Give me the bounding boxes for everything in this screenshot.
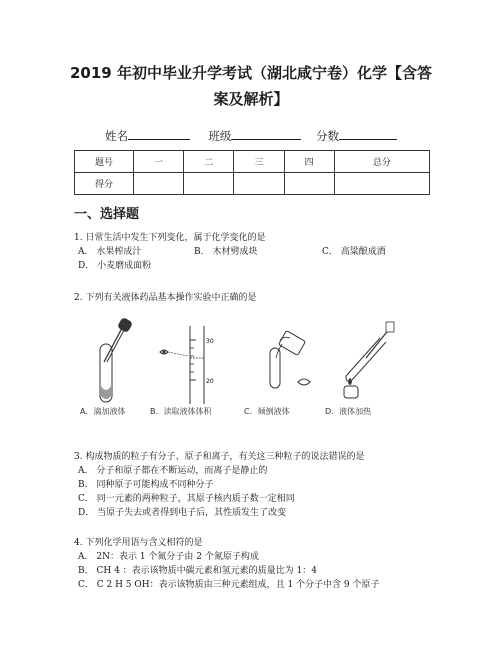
score-cell[interactable] — [334, 173, 429, 195]
name-blank[interactable] — [128, 127, 190, 140]
section-heading: 一、选择题 — [74, 207, 140, 222]
option-b: B． CH 4 ：表示该物质中碳元素和氢元素的质量比为 1：4 — [78, 566, 317, 576]
score-cell[interactable] — [284, 173, 334, 195]
caption-d: D．液体加热 — [325, 407, 372, 416]
class-label: 班级 — [208, 129, 232, 143]
pouring-figure — [262, 318, 314, 404]
option-d: D． 小麦磨成面粉 — [78, 261, 152, 271]
header-cell: 三 — [234, 151, 284, 173]
question-stem: 1. 日常生活中发生下列变化，属于化学变化的是 — [74, 233, 266, 243]
row-label: 得分 — [75, 173, 134, 195]
caption-c: C．倾倒液体 — [244, 407, 290, 416]
scale-label: 30 — [206, 338, 214, 345]
dropper-figure — [86, 318, 138, 404]
score-cell[interactable] — [184, 173, 234, 195]
name-label: 姓名 — [105, 129, 129, 143]
question-stem: 2. 下列有关液体药品基本操作实验中正确的是 — [74, 293, 257, 303]
option-b: B． 同种原子可能构成不同种分子 — [78, 480, 214, 490]
score-cell[interactable] — [234, 173, 284, 195]
header-cell: 总分 — [334, 151, 429, 173]
score-table-row — [75, 173, 430, 195]
score-label: 分数 — [315, 129, 339, 143]
option-c: C． 同一元素的两种粒子，其原子核内质子数一定相同 — [78, 494, 295, 504]
heating-figure — [336, 318, 396, 404]
option-d: D． 当原子失去或者得到电子后，其性质发生了改变 — [78, 508, 287, 518]
caption-b: B．读取液体体积 — [150, 407, 212, 416]
title-line-2: 案及解析】 — [213, 90, 289, 108]
question-stem: 4. 下列化学用语与含义相符的是 — [74, 538, 203, 548]
option-b: B． 木材劈成块 — [194, 247, 258, 257]
score-cell[interactable] — [134, 173, 184, 195]
question-2 — [74, 291, 444, 305]
student-info — [0, 127, 502, 144]
class-blank[interactable] — [231, 127, 301, 140]
score-table-header — [75, 151, 430, 173]
title-line-1: 2019 年初中毕业升学考试（湖北咸宁卷）化学【含答 — [70, 64, 432, 82]
question-1 — [74, 231, 444, 273]
question-4 — [74, 536, 444, 592]
score-blank[interactable] — [339, 127, 397, 140]
header-cell: 四 — [284, 151, 334, 173]
option-a: A． 水果榨成汁 — [78, 247, 142, 257]
score-table — [74, 150, 430, 195]
question-stem: 3. 构成物质的粒子有分子、原子和离子，有关这三种粒子的说法错误的是 — [74, 452, 365, 462]
option-c: C． C 2 H 5 OH：表示该物质由三种元素组成，且 1 个分子中含 9 个原子 — [78, 580, 380, 590]
option-c: C． 高粱酿成酒 — [322, 247, 386, 257]
question-3 — [74, 450, 444, 520]
document-title — [30, 60, 472, 112]
option-row — [74, 245, 444, 259]
header-cell: 一 — [134, 151, 184, 173]
scale-label: 20 — [206, 378, 214, 385]
option-a: A． 2N：表示 1 个氮分子由 2 个氮原子构成 — [78, 552, 259, 562]
cylinder-figure — [156, 318, 216, 404]
caption-a: A．滴加液体 — [80, 407, 126, 416]
header-cell: 二 — [184, 151, 234, 173]
option-a: A． 分子和原子都在不断运动，而离子是静止的 — [78, 466, 268, 476]
header-cell: 题号 — [75, 151, 134, 173]
